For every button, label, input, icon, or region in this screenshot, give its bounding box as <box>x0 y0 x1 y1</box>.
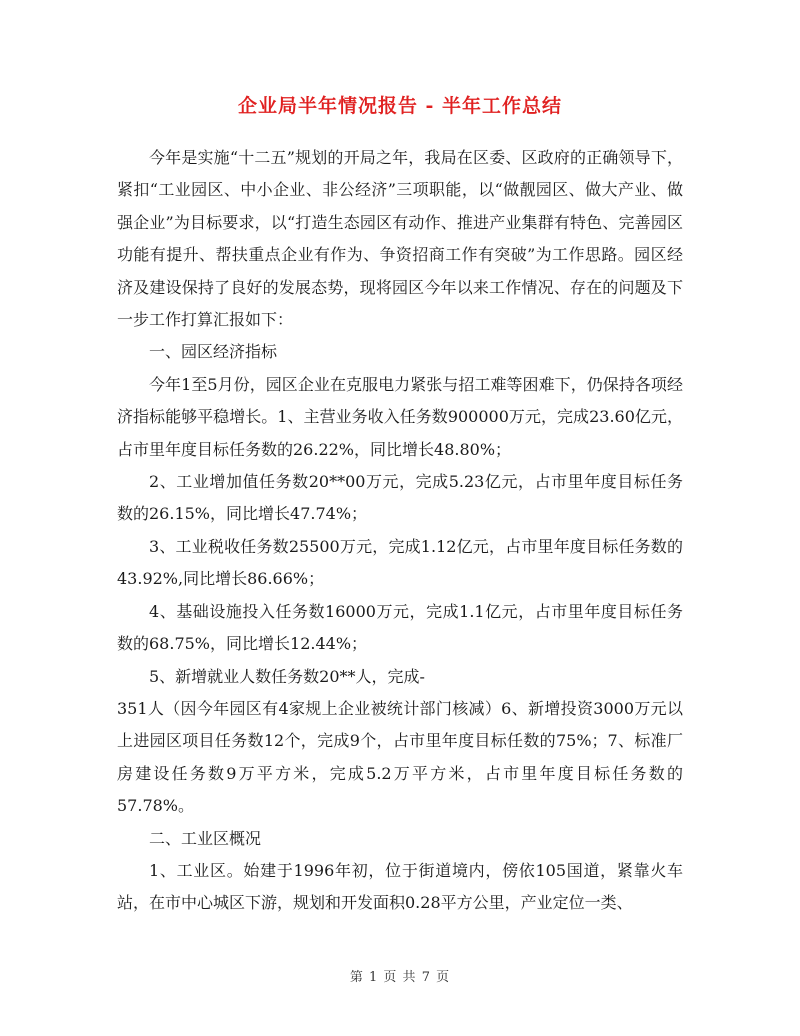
indicator-paragraph-added-value: 2、工业增加值任务数20**00万元，完成5.23亿元，占市里年度目标任务数的26.15%，同比增长47.74%； <box>117 472 683 524</box>
document-title: 企业局半年情况报告 - 半年工作总结 <box>237 95 563 117</box>
section-heading-economic-indicators: 一、园区经济指标 <box>149 342 278 362</box>
indicator-paragraph-tax: 3、工业税收任务数25500万元，完成1.12亿元，占市里年度目标任务数的43.92%,同比增长86.66%； <box>117 536 683 589</box>
industrial-zone-paragraph: 1、工业区。始建于1996年初，位于街道境内，傍依105国道，紧靠火车站，在市中心城区下游，规划和开发面积0.28平方公里，产业定位一类、 <box>117 860 683 913</box>
page-number-footer: 第 1 页 共 7 页 <box>349 970 451 985</box>
indicator-paragraph-revenue: 今年1至5月份，园区企业在克服电力紧张与招工难等困难下，仍保持各项经济指标能够平稳增长。1、主营业务收入任务数900000万元，完成23.60亿元，占市里年度目标任务数的26.22%，同比增长48.80%； <box>117 374 683 459</box>
document-body <box>117 142 683 920</box>
section-heading-industrial-zone: 二、工业区概况 <box>149 828 262 848</box>
indicator-paragraph-infrastructure: 4、基础设施投入任务数16000万元，完成1.1亿元，占市里年度目标任务数的68.75%，同比增长12.44%； <box>117 601 683 654</box>
intro-paragraph: 今年是实施“十二五”规划的开局之年，我局在区委、区政府的正确领导下，紧扣“工业园区、中小企业、非公经济”三项职能，以“做靓园区、做大产业、做强企业”为目标要求，以“打造生态园区有动作、推进产业集群有特色、完善园区功能有提升、帮扶重点企业有作为、争资招商工作有突破”为工作思路。园区经济及建设保持了良好的发展态势，现将园区今年以来工作情况、存在的问题及下一步工作打算汇报如下： <box>117 148 683 330</box>
indicator-paragraph-investment: 351人（因今年园区有4家规上企业被统计部门核减）6、新增投资3000万元以上进园区项目任务数12个，完成9个，占市里年度目标任数的75%；7、标准厂房建设任务数9万平方米，完成5.2万平方米，占市里年度目标任务数的57.78%。 <box>117 698 683 816</box>
indicator-paragraph-employment: 5、新增就业人数任务数20**人，完成- <box>149 666 425 686</box>
